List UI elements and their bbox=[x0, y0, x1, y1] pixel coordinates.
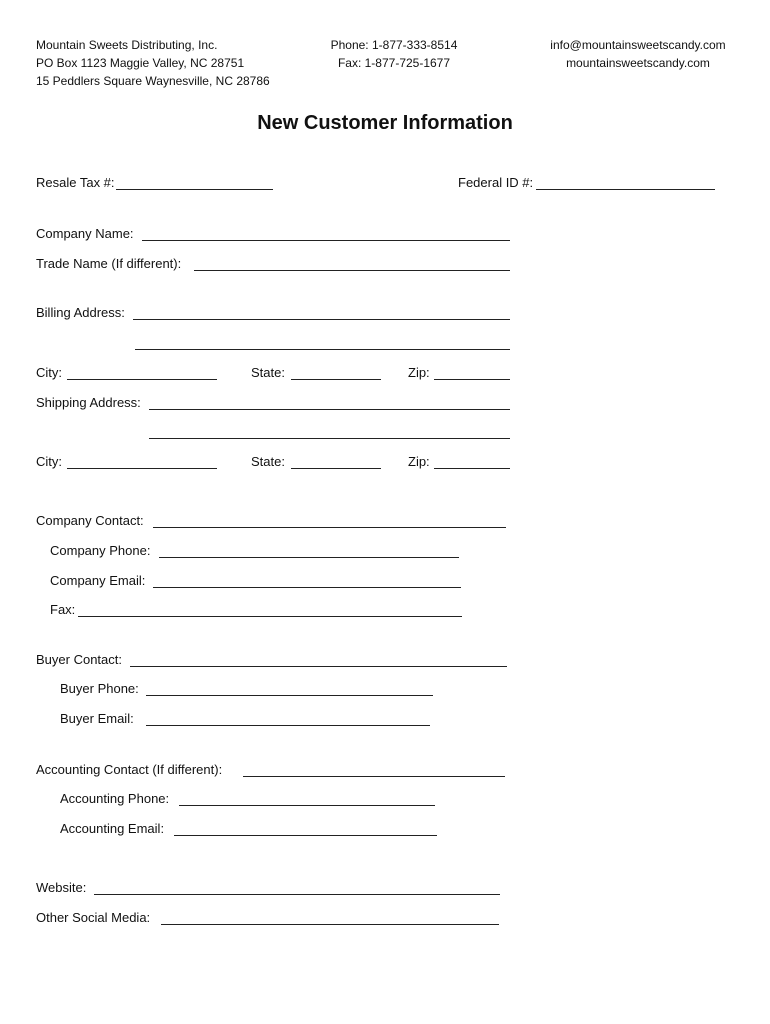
billing-state-field[interactable] bbox=[291, 379, 381, 380]
federal-id-label: Federal ID #: bbox=[458, 175, 534, 190]
accounting-phone-field[interactable] bbox=[179, 805, 435, 806]
accounting-phone-label: Accounting Phone: bbox=[60, 791, 170, 806]
shipping-city-label: City: bbox=[36, 454, 62, 469]
company-address-block bbox=[36, 36, 270, 90]
form-title: New Customer Information bbox=[257, 112, 513, 134]
resale-tax-label: Resale Tax #: bbox=[36, 175, 115, 190]
company-name-field[interactable] bbox=[142, 240, 510, 241]
fax-field[interactable] bbox=[78, 616, 462, 617]
buyer-phone-label: Buyer Phone: bbox=[60, 681, 139, 696]
company-contact-label: Company Contact: bbox=[36, 513, 144, 528]
website-field[interactable] bbox=[94, 894, 500, 895]
billing-city-field[interactable] bbox=[67, 379, 217, 380]
trade-name-label: Trade Name (If different): bbox=[36, 256, 182, 271]
company-name: Mountain Sweets Distributing, Inc. bbox=[36, 38, 218, 52]
company-email-label: Company Email: bbox=[50, 573, 146, 588]
fax-label: Fax: bbox=[50, 602, 76, 617]
other-social-media-field[interactable] bbox=[161, 924, 499, 925]
shipping-state-label: State: bbox=[251, 454, 285, 469]
billing-state-label: State: bbox=[251, 365, 285, 380]
federal-id-field[interactable] bbox=[536, 189, 715, 190]
billing-zip-label: Zip: bbox=[408, 365, 430, 380]
website-label: Website: bbox=[36, 880, 87, 895]
accounting-contact-label: Accounting Contact (If different): bbox=[36, 762, 223, 777]
billing-address-line2-field[interactable] bbox=[135, 349, 510, 350]
shipping-zip-field[interactable] bbox=[434, 468, 510, 469]
buyer-contact-label: Buyer Contact: bbox=[36, 652, 122, 667]
resale-tax-field[interactable] bbox=[116, 189, 273, 190]
billing-zip-field[interactable] bbox=[434, 379, 510, 380]
billing-city-label: City: bbox=[36, 365, 62, 380]
company-phone-block bbox=[318, 36, 470, 72]
buyer-email-label: Buyer Email: bbox=[60, 711, 134, 726]
shipping-zip-label: Zip: bbox=[408, 454, 430, 469]
buyer-phone-field[interactable] bbox=[146, 695, 433, 696]
accounting-contact-field[interactable] bbox=[243, 776, 505, 777]
shipping-address-field[interactable] bbox=[149, 409, 510, 410]
shipping-city-field[interactable] bbox=[67, 468, 217, 469]
shipping-state-field[interactable] bbox=[291, 468, 381, 469]
company-po-box: PO Box 1123 Maggie Valley, NC 28751 bbox=[36, 56, 245, 70]
company-fax-number: Fax: 1-877-725-1677 bbox=[337, 56, 451, 70]
company-phone-label: Company Phone: bbox=[50, 543, 151, 558]
shipping-address-line2-field[interactable] bbox=[149, 438, 510, 439]
billing-address-field[interactable] bbox=[133, 319, 510, 320]
accounting-email-label: Accounting Email: bbox=[60, 821, 165, 836]
other-social-media-label: Other Social Media: bbox=[36, 910, 151, 925]
company-phone-field[interactable] bbox=[159, 557, 459, 558]
company-street: 15 Peddlers Square Waynesville, NC 28786 bbox=[36, 74, 270, 88]
company-name-label: Company Name: bbox=[36, 226, 134, 241]
company-web-block bbox=[530, 36, 746, 72]
company-phone-number: Phone: 1-877-333-8514 bbox=[330, 38, 458, 52]
buyer-contact-field[interactable] bbox=[130, 666, 507, 667]
accounting-email-field[interactable] bbox=[174, 835, 437, 836]
company-contact-field[interactable] bbox=[153, 527, 506, 528]
company-email: info@mountainsweetscandy.com bbox=[550, 38, 726, 52]
trade-name-field[interactable] bbox=[194, 270, 510, 271]
company-email-field[interactable] bbox=[153, 587, 461, 588]
shipping-address-label: Shipping Address: bbox=[36, 395, 141, 410]
billing-address-label: Billing Address: bbox=[36, 305, 125, 320]
buyer-email-field[interactable] bbox=[146, 725, 430, 726]
company-website: mountainsweetscandy.com bbox=[566, 56, 710, 70]
